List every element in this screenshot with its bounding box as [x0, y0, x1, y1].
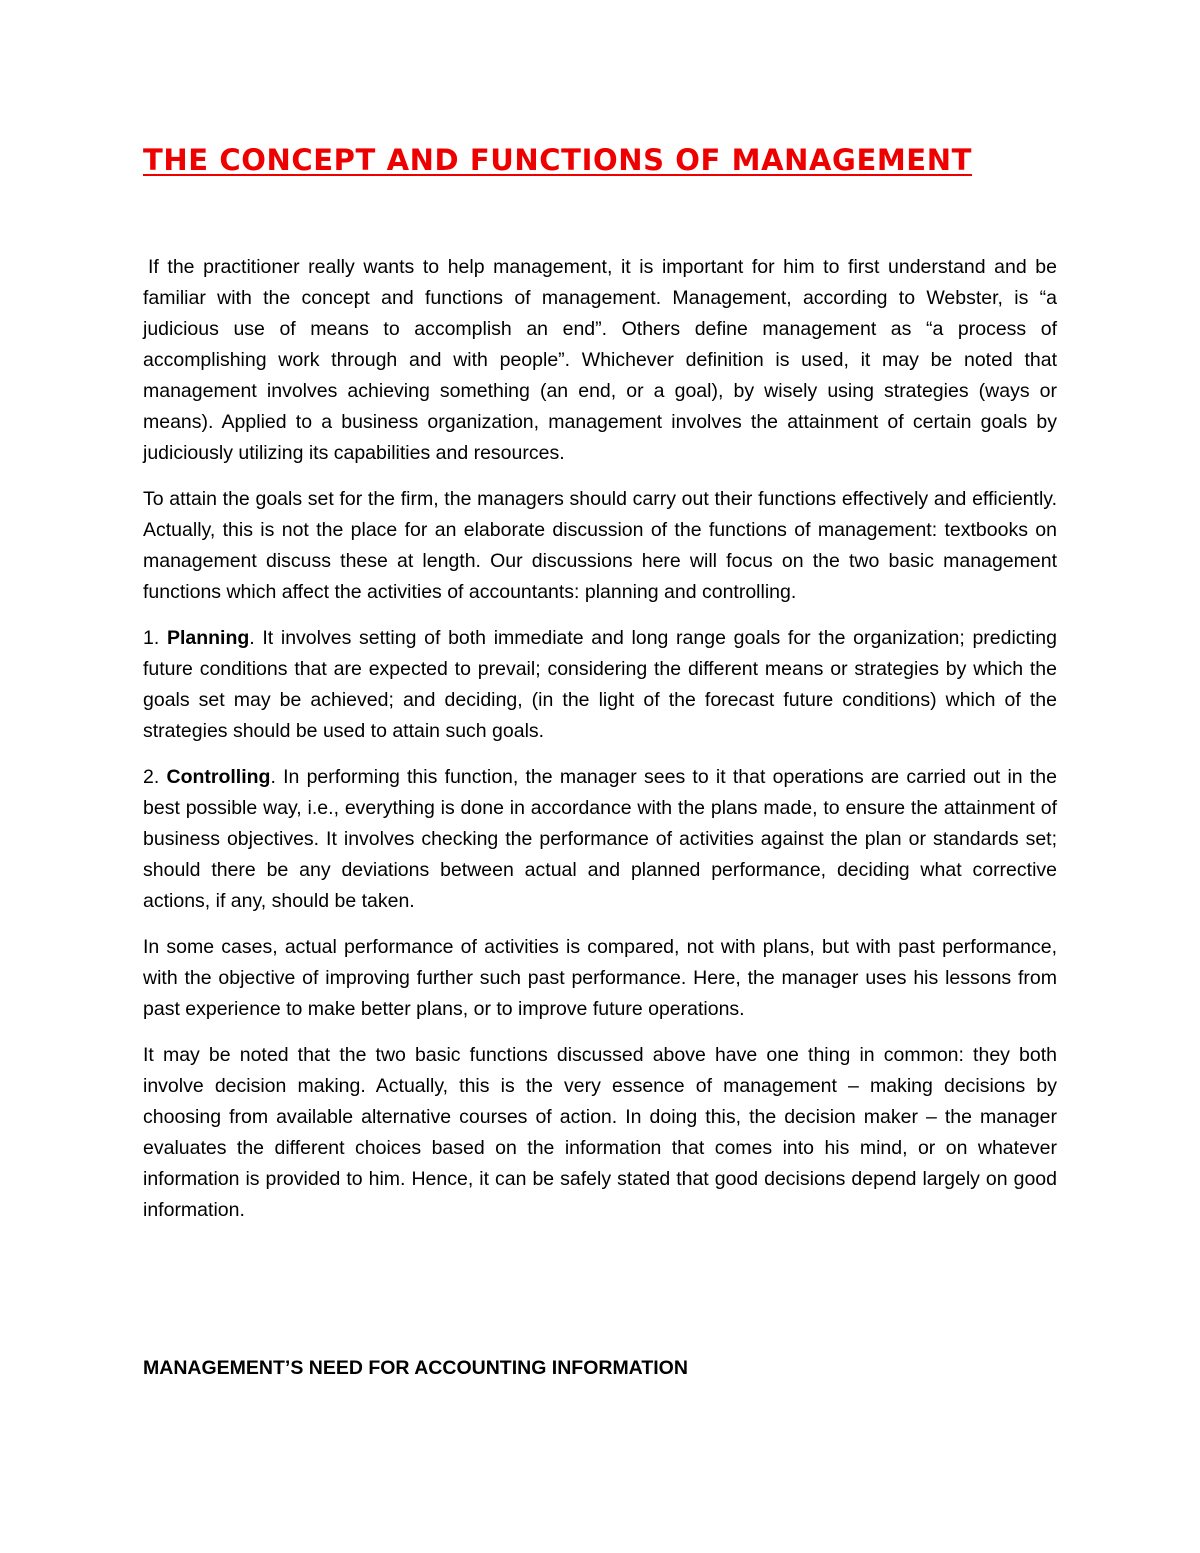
paragraph-goals-text: To attain the goals set for the firm, the managers should carry out their functions effectively and efficiently. Actually, this is not the place for an elaborate discussion of the functions of management: textbooks on management discuss these at length. Our discussions here will focus on the two basic management functions which affect the activities of accountants: planning and controlling.: [143, 488, 1057, 603]
section-heading: MANAGEMENT’S NEED FOR ACCOUNTING INFORMATION: [143, 1357, 688, 1379]
document-title: THE CONCEPT AND FUNCTIONS OF MANAGEMENT: [143, 143, 972, 177]
controlling-term: Controlling: [166, 766, 271, 788]
paragraph-decision-making-text: It may be noted that the two basic functions discussed above have one thing in common: they both involve decision making. Actually, this is the very essence of management – making decisions by choosing from available alternative courses of action. In doing this, the decision maker – the manager evaluates the different choices based on the information that comes into his mind, or on whatever information is provided to him. Hence, it can be safely stated that good decisions depend largely on good information.: [143, 1044, 1057, 1221]
paragraph-past-performance-text: In some cases, actual performance of activities is compared, not with plans, but with past performance, with the objective of improving further such past performance. Here, the manager uses his lessons from past experience to make better plans, or to improve future operations.: [143, 936, 1057, 1020]
paragraph-intro: [143, 252, 1057, 469]
paragraph-decision-making: [143, 1040, 1057, 1226]
paragraph-intro-text: If the practitioner really wants to help management, it is important for him to first understand and be familiar with the concept and functions of management. Management, according to Webster, is “a judicious use of means to accomplish an end”. Others define management as “a process of accomplishing work through and with people”. Whichever definition is used, it may be noted that management involves achieving something (an end, or a goal), by wisely using strategies (ways or means). Applied to a business organization, management involves the attainment of certain goals by judiciously utilizing its capabilities and resources.: [143, 256, 1057, 464]
planning-term: Planning: [166, 627, 250, 649]
paragraph-past-performance: [143, 932, 1057, 1025]
controlling-text: . In performing this function, the manager sees to it that operations are carried out in the best possible way, i.e., everything is done in accordance with the plans made, to ensure the attainment of business objectives. It involves checking the performance of activities against the plan or standards set; should there be any deviations between actual and planned performance, deciding what corrective actions, if any, should be taken.: [143, 766, 1057, 912]
paragraph-controlling: [143, 762, 1057, 917]
controlling-number: 2.: [143, 766, 167, 788]
paragraph-goals: [143, 484, 1057, 608]
paragraph-planning: [143, 623, 1057, 747]
planning-text: . It involves setting of both immediate and long range goals for the organization; predicting future conditions that are expected to prevail; considering the different means or strategies by which the goals set may be achieved; and deciding, (in the light of the forecast future conditions) which of the strategies should be used to attain such goals.: [143, 627, 1057, 742]
planning-number: 1.: [143, 627, 167, 649]
document-body: [143, 252, 1057, 1241]
